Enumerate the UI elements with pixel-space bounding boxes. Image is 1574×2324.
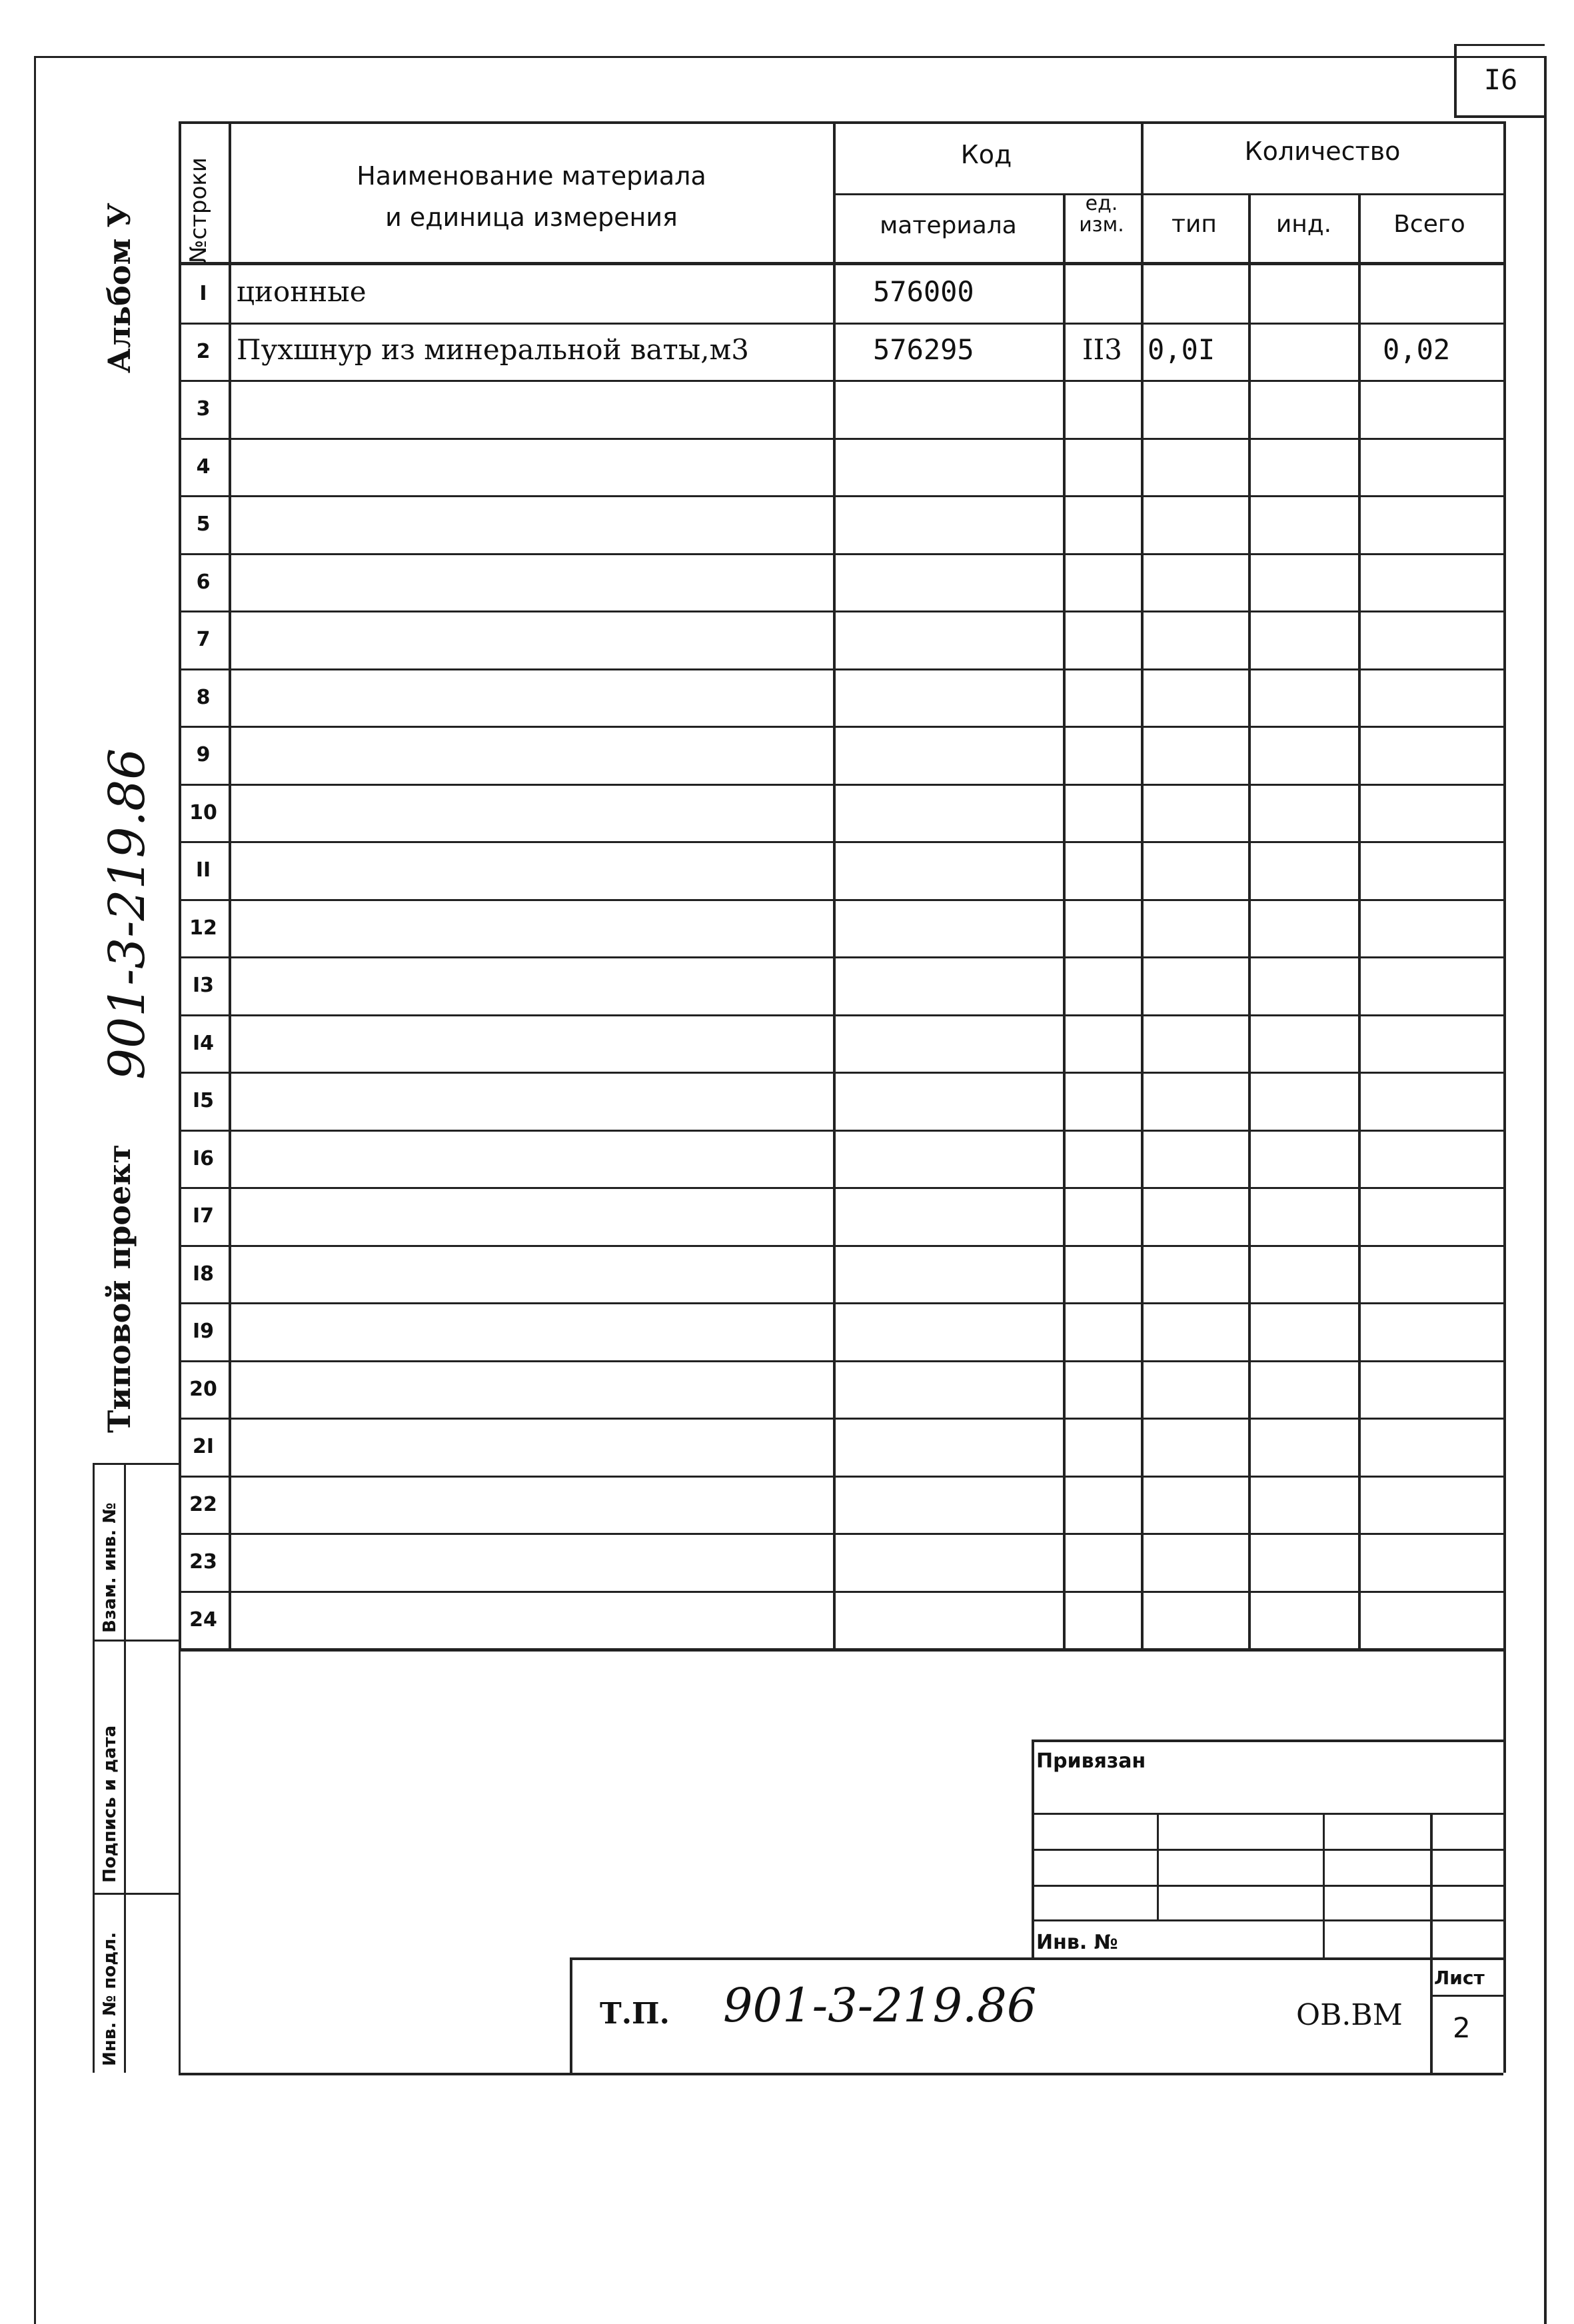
table-col-line [1063, 193, 1066, 1648]
header-bottom-border [179, 262, 1503, 265]
row-number: 20 [189, 1377, 217, 1401]
table-row-line [179, 1187, 1503, 1189]
lower-area-left [179, 1648, 181, 2073]
cell-qty-total: 0,02 [1383, 333, 1451, 366]
row-number: I8 [192, 1262, 215, 1286]
header-code-material: материала [880, 212, 1017, 239]
header-quantity: Количество [1244, 137, 1401, 166]
table-col-line [229, 121, 231, 1648]
stamp-column-mid [124, 1463, 126, 2073]
header-row-number: №строки [185, 157, 212, 263]
row-number: 2I [192, 1435, 215, 1458]
table-row-line [179, 1130, 1503, 1132]
row-number: 24 [189, 1608, 217, 1632]
row-number: 7 [196, 628, 211, 651]
header-qty-type: тип [1172, 211, 1217, 238]
row-number: I4 [192, 1031, 215, 1055]
row-number: 2 [196, 339, 211, 363]
lower-area-right [1503, 1648, 1506, 2073]
project-label: Типовой проект [101, 1144, 137, 1433]
lower-area-bottom [179, 2073, 1503, 2075]
row-number: I6 [192, 1146, 215, 1170]
title-mark: ОВ.ВМ [1296, 1998, 1403, 2032]
inv-label: Инв. № [1036, 1931, 1118, 1954]
table-row-line [179, 899, 1503, 901]
row-number: 6 [196, 570, 211, 594]
sheet-number: 2 [1453, 2011, 1471, 2044]
table-row-line [179, 1302, 1503, 1304]
cell-unit-code: II3 [1082, 333, 1122, 366]
row-number: 22 [189, 1492, 217, 1516]
cell-material-name: ционные [237, 275, 367, 308]
stamp-inv-original: Инв. № подл. [100, 1931, 120, 2066]
bound-label: Привязан [1036, 1749, 1146, 1773]
title-code: 901-3-219.86 [723, 1978, 1037, 2033]
table-row-line [179, 553, 1503, 555]
row-number: 10 [189, 800, 217, 824]
row-number: II [195, 858, 211, 882]
cell-material-code: 576295 [873, 333, 974, 366]
row-number: 9 [196, 743, 211, 766]
table-row-line [179, 1072, 1503, 1074]
row-number: I [199, 282, 207, 305]
table-row-line [179, 1648, 1503, 1652]
stamp-replace-inv: Взам. инв. № [100, 1502, 120, 1633]
table-row-line [179, 1360, 1503, 1362]
project-code-side: 901-3-219.86 [99, 748, 156, 1080]
table-col-line [1503, 121, 1506, 1648]
table-row-line [179, 668, 1503, 670]
table-col-line [833, 121, 836, 1648]
header-subdivider [833, 193, 1503, 195]
table-col-line [1141, 121, 1144, 1648]
table-row-line [179, 956, 1503, 958]
row-number: 4 [196, 455, 211, 479]
table-row-line [179, 610, 1503, 612]
title-prefix: Т.П. [600, 1997, 670, 2031]
page-number-box [1454, 44, 1545, 118]
row-number: I7 [192, 1204, 215, 1228]
table-row-line [179, 380, 1503, 382]
header-qty-ind: инд. [1275, 211, 1332, 238]
table-row-line [179, 726, 1503, 728]
table-row-line [179, 1014, 1503, 1016]
table-row-line [179, 1591, 1503, 1593]
table-col-line [1248, 193, 1251, 1648]
cell-material-name: Пухшнур из минеральной ваты,м3 [237, 333, 749, 366]
header-name-line1: Наименование материала [357, 161, 706, 191]
page-number: I6 [1483, 63, 1518, 96]
stamp-column-left [93, 1463, 95, 2073]
table-row-line [179, 323, 1503, 325]
table-row-line [179, 784, 1503, 786]
row-number: 8 [196, 685, 211, 709]
table-row-line [179, 1533, 1503, 1535]
cell-material-code: 576000 [873, 275, 974, 308]
row-number: 23 [189, 1550, 217, 1574]
table-row-line [179, 1476, 1503, 1478]
row-number: 12 [189, 916, 217, 940]
sheet-label: Лист [1434, 1967, 1485, 1989]
table-row-line [179, 841, 1503, 843]
header-code-unit: ед. изм. [1079, 192, 1124, 237]
stamp-signature-date: Подпись и дата [100, 1725, 120, 1883]
header-qty-total: Всего [1393, 211, 1465, 238]
table-row-line [179, 495, 1503, 497]
row-number: 3 [196, 397, 211, 421]
header-code: Код [960, 140, 1012, 169]
album-label: Альбом У [101, 203, 137, 373]
row-number: I5 [192, 1089, 215, 1112]
table-row-line [179, 1245, 1503, 1247]
row-number: I9 [192, 1320, 215, 1343]
table-row-line [179, 438, 1503, 440]
table-top-border [179, 121, 1503, 124]
row-number: I3 [192, 974, 215, 997]
table-col-line [1358, 193, 1361, 1648]
row-number: 5 [196, 513, 211, 536]
header-name-line2: и единица измерения [385, 203, 678, 232]
cell-qty-type: 0,0I [1148, 333, 1215, 366]
table-row-line [179, 1418, 1503, 1420]
